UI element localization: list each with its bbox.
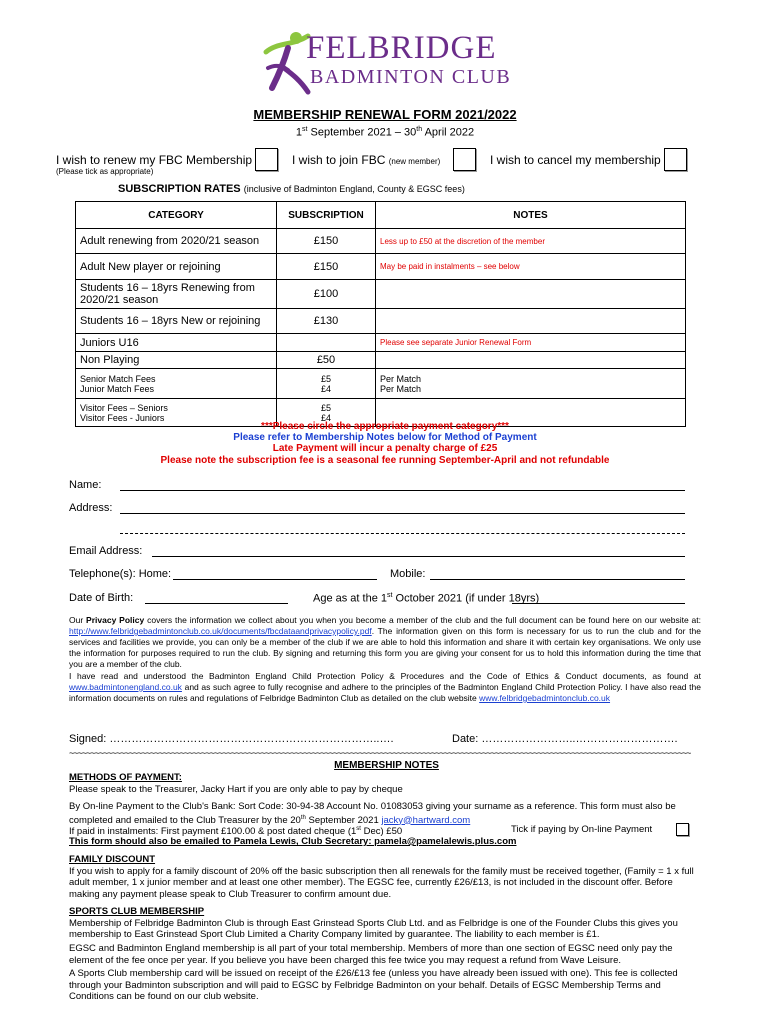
- address-label: Address:: [69, 502, 113, 514]
- notice-refer: Please refer to Membership Notes below for Method of Payment: [233, 432, 537, 443]
- club-website-link[interactable]: www.felbridgebadmintonclub.co.uk: [479, 693, 611, 703]
- cancel-checkbox[interactable]: [664, 148, 687, 171]
- egsc-paragraph: EGSC and Badminton England membership is all part of your total membership. Members of more than one section of EGSC need only pay the element of the fee once per year. If you believe you have been charged this fee twice you may request a refund from Wave Leisure.: [69, 943, 673, 966]
- table-row[interactable]: Visitor Fees – Seniors Visitor Fees - Juniors £5 £4: [76, 399, 686, 427]
- online-payment-paragraph: By On-line Payment to the Club's Bank: Sort Code: 30-94-38 Account No. 01083053 giving your surname as a reference. This form must also be completed and emailed to the Club Treasurer by the 20th September 2021 jacky@hartward.com: [69, 801, 676, 826]
- table-row[interactable]: Senior Match Fees Junior Match Fees £5 £4 Per Match Per Match: [76, 369, 686, 399]
- online-payment-checkbox[interactable]: [676, 823, 689, 836]
- separator-line: ~~~~~~~~~~~~~~~~~~~~~~~~~~~~~~~~~~~~~~~~~~~~~~~~~~~~~~~~~~~~~~~~~~~~~~~~~~~~~~~~~~~~~~~~~~~~~~~~~~~~~~~~~~~~~~~~~~~~~~~~~~~~~~~~~~~~~~~~~~~~~~~~~~: [69, 748, 691, 758]
- date-field[interactable]: Date: ……………………..……………………….: [452, 733, 678, 745]
- age-label: Age as at the 1st October 2021 (if under 18yrs): [313, 592, 540, 605]
- table-row[interactable]: Juniors U16 Please see separate Junior Renewal Form: [76, 334, 686, 352]
- sports-club-membership: SPORTS CLUB MEMBERSHIP Membership of Felbridge Badminton Club is through East Grinstead Sports Club Ltd. and as Felbridge is one of the Founder Clubs this gives you membership to East Grinstead Sport Club Limited a Charity Company limited by guarantee. The liability to each member is £1.: [69, 906, 678, 940]
- age-field[interactable]: [512, 603, 685, 604]
- logo-line-1: FELBRIDGE: [306, 30, 497, 66]
- tick-note: (Please tick as appropriate): [56, 167, 154, 176]
- season-dates: 1st September 2021 – 30th April 2022: [295, 126, 475, 139]
- table-row[interactable]: Students 16 – 18yrs New or rejoining £130: [76, 309, 686, 334]
- col-subscription: SUBSCRIPTION: [277, 202, 376, 229]
- instalments-line: If paid in instalments: First payment £100.00 & post dated cheque (1st Dec) £50 Tick if paying by On-line Payment: [69, 824, 653, 838]
- logo-line-2: BADMINTON CLUB: [310, 66, 512, 88]
- mobile-field[interactable]: [430, 579, 685, 580]
- renew-checkbox[interactable]: [255, 148, 278, 171]
- email-label: Email Address:: [69, 545, 143, 557]
- notice-seasonal: Please note the subscription fee is a seasonal fee running September-April and not refundable: [160, 455, 610, 466]
- col-notes: NOTES: [376, 202, 686, 229]
- cancel-label: I wish to cancel my membership: [490, 153, 661, 167]
- family-discount: FAMILY DISCOUNT If you wish to apply for a family discount of 20% off the basic subscription then all renewals for the family must be received together, (Family = 1 x full adult member, 1 x junior member and at least one other member). The EGSC fee, currently £26/£13, is not included in the discount offer. Before making any payment please speak to Club Treasurer to confirm amount due.: [69, 854, 694, 900]
- address-field-2[interactable]: [120, 533, 685, 534]
- child-protection-paragraph: I have read and understood the Badminton England Child Protection Policy & Procedures and the Code of Ethics & Conduct documents, as found at www.badmintonengland.co.uk and as such agree to fully recognise and adhere to the principles of the Badminton England Child Protection Policy. I have also read the information documents on rules and regulations of Felbridge Badminton Club as detailed on the club website www.felbridgebadmintonclub.co.uk: [69, 671, 701, 703]
- email-secretary-line: This form should also be emailed to Pamela Lewis, Club Secretary: pamela@pamelalewis.plus.com: [69, 836, 517, 847]
- privacy-policy-link[interactable]: http://www.felbridgebadmintonclub.co.uk/documents/fbcdataandprivacypolicy.pdf: [69, 626, 372, 636]
- privacy-paragraph: Our Privacy Policy covers the information we collect about you when you become a member of the club and the full document can be found here on our website at: http://www.felbridgebadmintonclub.co.uk/documents/fbcdataandprivacypolicy.pdf. The information given on this form is necessary for us to run the club and for the services and facilities we provide, you can only be a member of the club if we are able to hold this information and share it with certain key organisations. We only use the information for purposes required to run the club. By signing and returning this form you are giving your consent for us to hold this information during the time that you are a member of the club.: [69, 615, 702, 669]
- club-logo: [258, 28, 528, 98]
- badminton-england-link[interactable]: www.badmintonengland.co.uk: [69, 682, 182, 692]
- membership-notes-heading: MEMBERSHIP NOTES: [334, 760, 439, 771]
- signed-field[interactable]: Signed: ………………………………………………………………..….: [69, 733, 394, 745]
- table-row[interactable]: Non Playing £50: [76, 352, 686, 369]
- name-label: Name:: [69, 479, 102, 491]
- renew-label: I wish to renew my FBC Membership: [56, 153, 253, 167]
- notice-circle: ***Please circle the appropriate payment category***: [261, 421, 509, 432]
- table-row[interactable]: Adult New player or rejoining £150 May be paid in instalments – see below: [76, 254, 686, 280]
- home-phone-field[interactable]: [173, 579, 377, 580]
- subscription-table: [75, 201, 686, 427]
- treasurer-email-link[interactable]: jacky@hartward.com: [381, 814, 471, 826]
- subscription-heading: SUBSCRIPTION RATES (inclusive of Badminton England, County & EGSC fees): [118, 183, 465, 195]
- join-label: I wish to join FBC (new member): [292, 153, 441, 167]
- join-checkbox[interactable]: [453, 148, 476, 171]
- dob-label: Date of Birth:: [69, 592, 134, 604]
- methods-of-payment: METHODS OF PAYMENT: Please speak to the Treasurer, Jacky Hart if you are only able to pay by cheque: [69, 772, 403, 795]
- address-field-1[interactable]: [120, 513, 685, 514]
- notice-late: Late Payment will incur a penalty charge of £25: [272, 443, 498, 454]
- form-title: MEMBERSHIP RENEWAL FORM 2021/2022: [253, 107, 517, 122]
- name-field[interactable]: [120, 490, 685, 491]
- dob-field[interactable]: [145, 603, 288, 604]
- telephone-label: Telephone(s): Home:: [69, 568, 172, 580]
- sports-card-paragraph: A Sports Club membership card will be issued on receipt of the £26/£13 fee (unless you have already been issued with one). This fee is collected through your Badminton subscription and will paid to EGSC by Felbridge Badminton on your behalf. Details of EGSC Membership Terms and Conditions can be found on our club website.: [69, 968, 678, 1002]
- table-row[interactable]: Adult renewing from 2020/21 season £150 Less up to £50 at the discretion of the member: [76, 229, 686, 254]
- table-header: [76, 202, 686, 229]
- email-field[interactable]: [152, 556, 685, 557]
- table-row[interactable]: Students 16 – 18yrs Renewing from 2020/21 season £100: [76, 280, 686, 309]
- col-category: CATEGORY: [76, 202, 277, 229]
- mobile-label: Mobile:: [390, 568, 426, 580]
